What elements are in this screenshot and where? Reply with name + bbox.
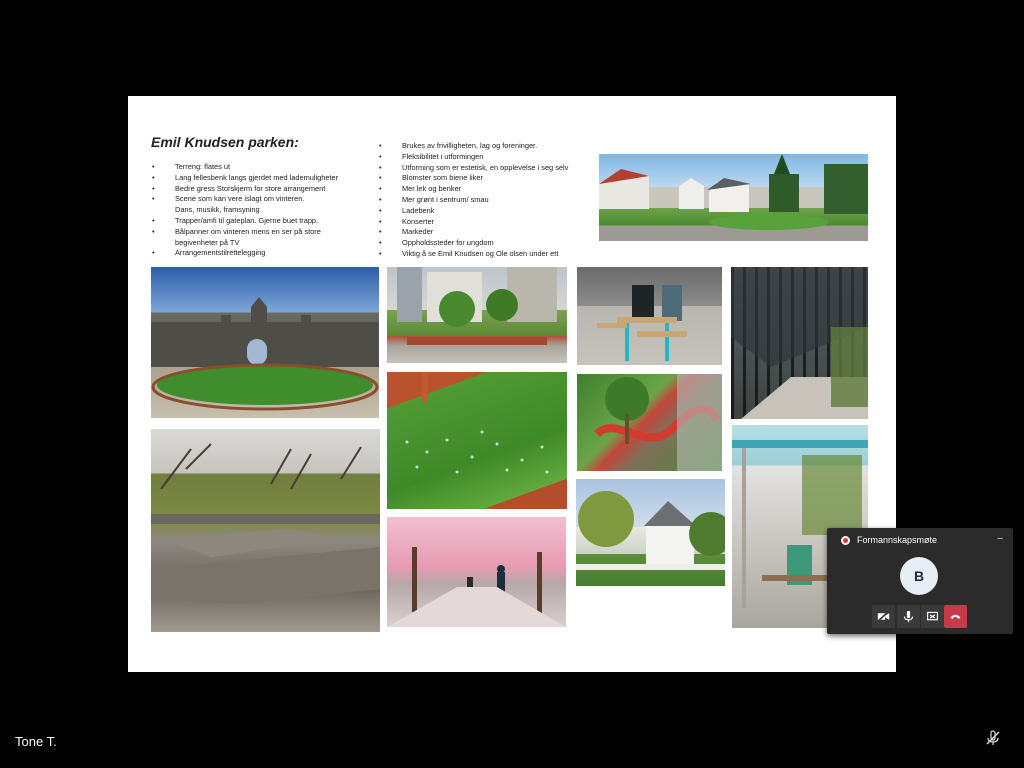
- shared-slide: [128, 96, 896, 672]
- bullet-item: • Markeder: [379, 227, 568, 238]
- microphone-icon: [902, 610, 915, 623]
- photo-teal-picnic-table: [577, 267, 722, 365]
- bullet-item: • Blomster som biene liker: [379, 173, 568, 184]
- camera-toggle-button[interactable]: [872, 605, 895, 628]
- bullet-item: • Mer grønt i sentrum/ smau: [379, 195, 568, 206]
- bullet-item: • Scene som kan vere islagt om vinteren.: [152, 194, 338, 205]
- bullet-item: • Trapper/amfi til gateplan. Gjerne buet trapp.: [152, 216, 338, 227]
- bullet-item: • Oppholdssteder for ungdom: [379, 238, 568, 249]
- bullet-item: • Terreng: flates ut: [152, 162, 338, 173]
- bullet-item: • Fleksibilitet i utformingen: [379, 152, 568, 163]
- bullet-item: • Brukes av frivilligheten, lag og foreninger.: [379, 141, 568, 152]
- photo-white-villa-garden: [576, 479, 725, 586]
- photo-castle-courtyard: [151, 267, 379, 418]
- left-bullet-list: [152, 162, 338, 259]
- share-screen-icon: [926, 610, 939, 623]
- participant-name: Tone T.: [15, 734, 57, 749]
- photo-pergola-walkway: [731, 267, 868, 419]
- bullet-item: • Lang fellesbenk langs gjerdet med lademuligheter: [152, 173, 338, 184]
- recording-icon: [841, 536, 850, 545]
- photo-flower-meadow: [387, 372, 567, 509]
- hang-up-button[interactable]: [944, 605, 967, 628]
- bullet-item: • Konserter: [379, 217, 568, 228]
- photo-cherry-blossom-avenue: [387, 517, 566, 627]
- avatar: B: [900, 557, 938, 595]
- photo-playground-snake-bench: [577, 374, 722, 471]
- right-bullet-list: [379, 141, 568, 260]
- photo-white-houses: [599, 154, 868, 241]
- bullet-item: Dans, musikk, framsyning: [175, 205, 260, 215]
- microphone-button[interactable]: [897, 605, 920, 628]
- bullet-item: • Utforming som er estetisk, en opplevelse i seg selv: [379, 163, 568, 174]
- microphone-muted-icon: [985, 730, 1001, 746]
- slide-title: Emil Knudsen parken:: [151, 134, 299, 150]
- bullet-item: • Viktig å se Emil Knudsen og Ole olsen under ett: [379, 249, 568, 260]
- bullet-item: • Bedre gress Storskjerm for store arrangement: [152, 184, 338, 195]
- meeting-mini-window[interactable]: [827, 528, 1013, 634]
- share-screen-button[interactable]: [921, 605, 944, 628]
- hang-up-icon: [949, 610, 962, 623]
- bullet-item: • Mer lek og benker: [379, 184, 568, 195]
- slide-footer-logo: [816, 662, 886, 670]
- bullet-item: • Ladebenk: [379, 206, 568, 217]
- minimize-button[interactable]: –: [997, 533, 1003, 544]
- bullet-item: • Arrangementstilrettelegging: [152, 248, 338, 259]
- bullet-item: begivenheter på TV: [175, 237, 240, 247]
- photo-city-plaza: [387, 267, 567, 363]
- meeting-title: Formannskapsmøte: [857, 535, 938, 545]
- camera-off-icon: [877, 610, 890, 623]
- photo-stone-terraces: [151, 429, 380, 632]
- bullet-item: • Bålpanner om vinteren mens en ser på store: [152, 227, 338, 238]
